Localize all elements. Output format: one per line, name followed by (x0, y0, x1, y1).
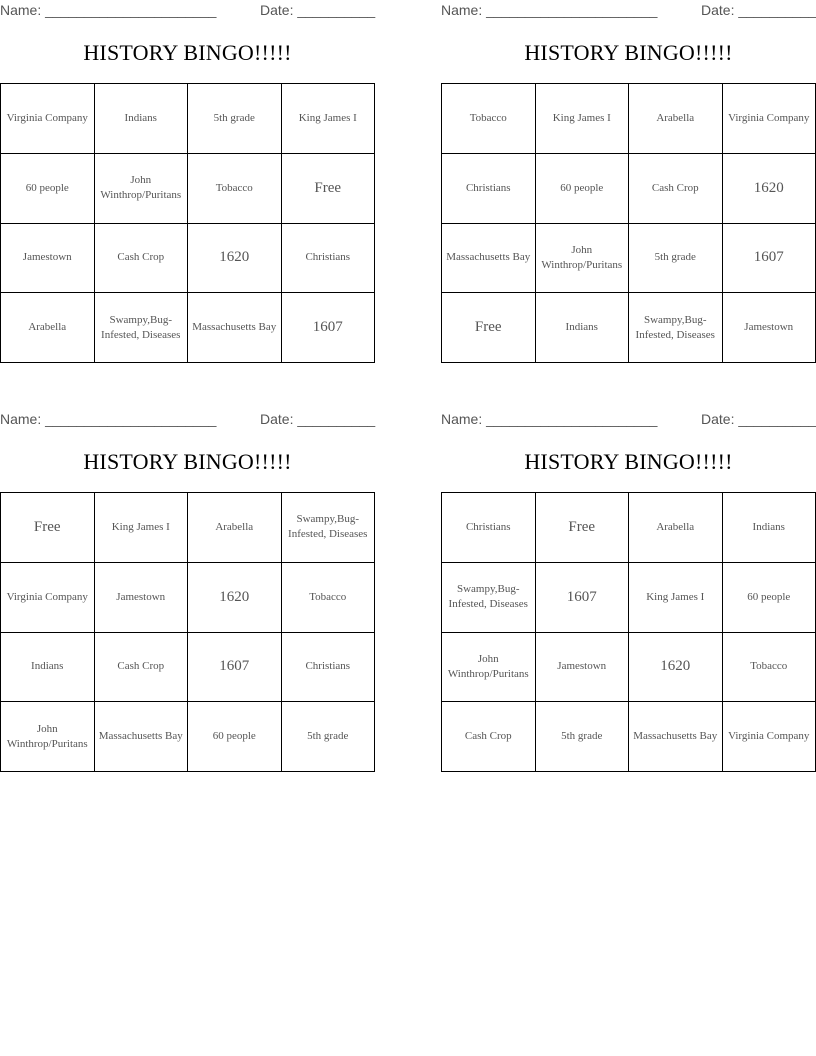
bingo-cell: 1607 (282, 293, 376, 363)
bingo-cell: 5th grade (536, 702, 630, 772)
bingo-cell: Indians (536, 293, 630, 363)
date-field: Date: __________ (260, 411, 376, 427)
bingo-cell: 5th grade (282, 702, 376, 772)
card-title: HISTORY BINGO!!!!! (524, 40, 733, 65)
bingo-cell: Indians (95, 84, 189, 154)
bingo-cell: Arabella (629, 493, 723, 563)
bingo-cell: 60 people (188, 702, 282, 772)
bingo-cell: Arabella (188, 493, 282, 563)
bingo-cell: Christians (442, 154, 536, 224)
card-title: HISTORY BINGO!!!!! (83, 449, 292, 474)
bingo-cell: John Winthrop/Puritans (95, 154, 189, 224)
bingo-cell: Swampy,Bug-Infested, Diseases (95, 293, 189, 363)
bingo-cell: 60 people (536, 154, 630, 224)
date-field: Date: __________ (701, 2, 816, 18)
bingo-cell: 1620 (188, 563, 282, 633)
bingo-cell: Cash Crop (442, 702, 536, 772)
bingo-cell: 1607 (536, 563, 630, 633)
bingo-cell: Free (536, 493, 630, 563)
bingo-cell: 5th grade (188, 84, 282, 154)
bingo-cell: Cash Crop (629, 154, 723, 224)
bingo-cell: John Winthrop/Puritans (1, 702, 95, 772)
date-field: Date: __________ (260, 2, 376, 18)
bingo-cell: Indians (1, 633, 95, 703)
bingo-cell: Jamestown (723, 293, 816, 363)
bingo-cell: 5th grade (629, 224, 723, 294)
card-title: HISTORY BINGO!!!!! (524, 449, 733, 474)
header-line (0, 2, 375, 20)
bingo-cell: 1620 (723, 154, 816, 224)
name-field: Name: ______________________ (441, 411, 658, 427)
bingo-cell: Free (1, 493, 95, 563)
bingo-cell: King James I (282, 84, 376, 154)
bingo-cell: Cash Crop (95, 224, 189, 294)
card-title: HISTORY BINGO!!!!! (83, 40, 292, 65)
bingo-cell: John Winthrop/Puritans (536, 224, 630, 294)
bingo-cell: Arabella (1, 293, 95, 363)
bingo-cell: Swampy,Bug-Infested, Diseases (282, 493, 376, 563)
bingo-cell: Massachusetts Bay (188, 293, 282, 363)
date-field: Date: __________ (701, 411, 816, 427)
bingo-cell: Jamestown (536, 633, 630, 703)
bingo-cell: Massachusetts Bay (442, 224, 536, 294)
name-field: Name: ______________________ (0, 2, 217, 18)
bingo-cell: 1607 (723, 224, 816, 294)
bingo-cell: Indians (723, 493, 816, 563)
bingo-cell: 60 people (1, 154, 95, 224)
bingo-cell: Cash Crop (95, 633, 189, 703)
bingo-grid (441, 83, 816, 363)
bingo-cell: Free (442, 293, 536, 363)
name-field: Name: ______________________ (0, 411, 217, 427)
bingo-cell: Tobacco (188, 154, 282, 224)
bingo-grid (0, 492, 375, 772)
header-line (441, 2, 816, 20)
bingo-cell: 60 people (723, 563, 816, 633)
bingo-cell: Jamestown (1, 224, 95, 294)
bingo-cell: Tobacco (723, 633, 816, 703)
bingo-cell: Arabella (629, 84, 723, 154)
name-field: Name: ______________________ (441, 2, 658, 18)
header-line (0, 411, 375, 429)
bingo-cell: Massachusetts Bay (95, 702, 189, 772)
bingo-cell: Free (282, 154, 376, 224)
bingo-cell: John Winthrop/Puritans (442, 633, 536, 703)
bingo-cell: Christians (442, 493, 536, 563)
bingo-cell: King James I (536, 84, 630, 154)
bingo-grid (441, 492, 816, 772)
bingo-cell: Virginia Company (1, 563, 95, 633)
bingo-cell: Christians (282, 633, 376, 703)
bingo-cell: 1620 (188, 224, 282, 294)
bingo-cell: Swampy,Bug-Infested, Diseases (629, 293, 723, 363)
bingo-cell: Massachusetts Bay (629, 702, 723, 772)
bingo-cell: Virginia Company (723, 702, 816, 772)
bingo-cell: 1607 (188, 633, 282, 703)
bingo-cell: Virginia Company (1, 84, 95, 154)
bingo-cell: King James I (629, 563, 723, 633)
bingo-cell: 1620 (629, 633, 723, 703)
bingo-cell: Virginia Company (723, 84, 816, 154)
bingo-cell: King James I (95, 493, 189, 563)
bingo-cell: Swampy,Bug-Infested, Diseases (442, 563, 536, 633)
bingo-cell: Jamestown (95, 563, 189, 633)
bingo-cell: Tobacco (442, 84, 536, 154)
bingo-grid (0, 83, 375, 363)
header-line (441, 411, 816, 429)
bingo-cell: Christians (282, 224, 376, 294)
bingo-cell: Tobacco (282, 563, 376, 633)
